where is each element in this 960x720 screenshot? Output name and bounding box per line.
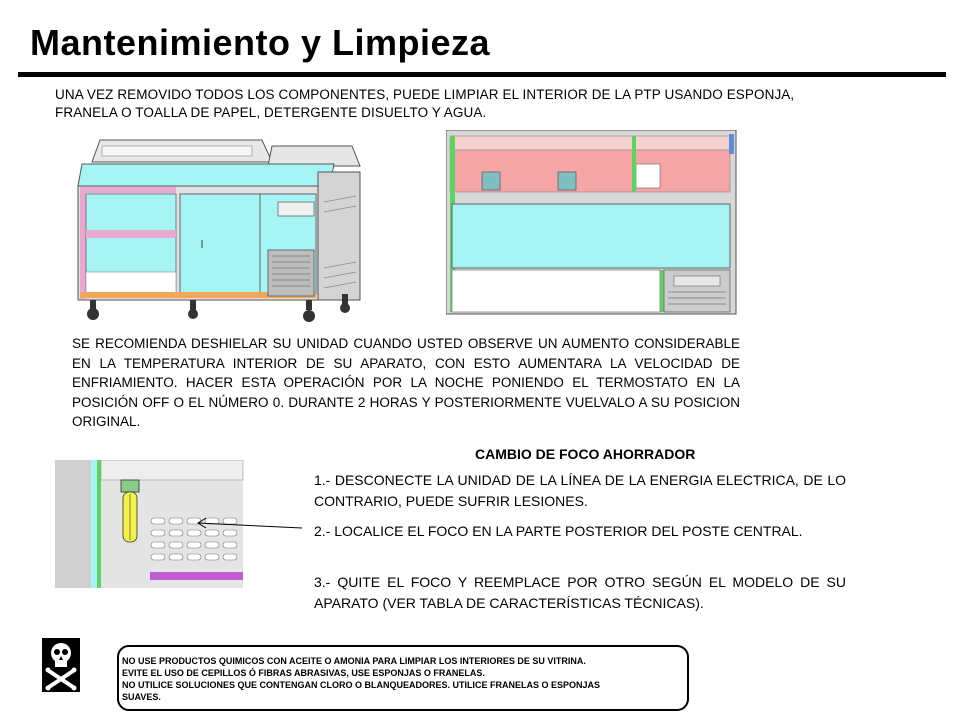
warning-line-1: NO USE PRODUCTOS QUIMICOS CON ACEITE O AMONIA PARA LIMPIAR LOS INTERIORES DE SU VITRINA. — [122, 656, 586, 666]
warning-line-2: EVITE EL USO DE CEPILLOS Ó FIBRAS ABRASIVAS, USE ESPONJAS O FRANELAS. — [122, 668, 485, 678]
warning-text — [122, 655, 702, 703]
warning-line-3: NO UTILICE SOLUCIONES QUE CONTENGAN CLORO O BLANQUEADORES. UTILICE FRANELAS O ESPONJAS — [122, 680, 601, 690]
ptp-unit-illustration — [72, 132, 368, 326]
intro-paragraph: UNA VEZ REMOVIDO TODOS LOS COMPONENTES, PUEDE LIMPIAR EL INTERIOR DE LA PTP USANDO ESPONJA, FRANELA O TOALLA DE PAPEL, DETERGENTE DISUELTO Y AGUA. — [55, 87, 795, 120]
pointer-arrow-icon — [192, 516, 304, 534]
title-underline — [18, 72, 946, 77]
bulb-step-2: 2.- LOCALICE EL FOCO EN LA PARTE POSTERIOR DEL POSTE CENTRAL. — [314, 523, 803, 539]
page-title: Mantenimiento y Limpieza — [30, 22, 491, 63]
bulb-step-3: 3.- QUITE EL FOCO Y REEMPLACE POR OTRO SEGÚN EL MODELO DE SU APARATO (VER TABLA DE CARACTERÍSTICAS TÉCNICAS). — [314, 574, 846, 611]
bulb-step-1: 1.- DESCONECTE LA UNIDAD DE LA LÍNEA DE LA ENERGIA ELECTRICA, DE LO CONTRARIO, PUEDE SUFRIR LESIONES. — [314, 472, 846, 509]
warning-line-4: SUAVES. — [122, 692, 161, 702]
showcase-illustration — [446, 130, 740, 316]
skull-crossbones-icon — [41, 637, 81, 693]
defrost-paragraph: SE RECOMIENDA DESHIELAR SU UNIDAD CUANDO USTED OBSERVE UN AUMENTO CONSIDERABLE EN LA TEMPERATURA INTERIOR DE SU APARATO, CON ESTO AUMENTARA LA VELOCIDAD DE ENFRIAMIENTO. HACER ESTA OPERACIÓN POR LA NOCHE PONIENDO EL TERMOSTATO EN LA POSICIÓN OFF O EL NÚMERO 0. DURANTE 2 HORAS Y POSTERIORMENTE VUELVALO A SU POSICION ORIGINAL. — [72, 336, 740, 429]
bulb-section-heading: CAMBIO DE FOCO AHORRADOR — [475, 446, 696, 462]
